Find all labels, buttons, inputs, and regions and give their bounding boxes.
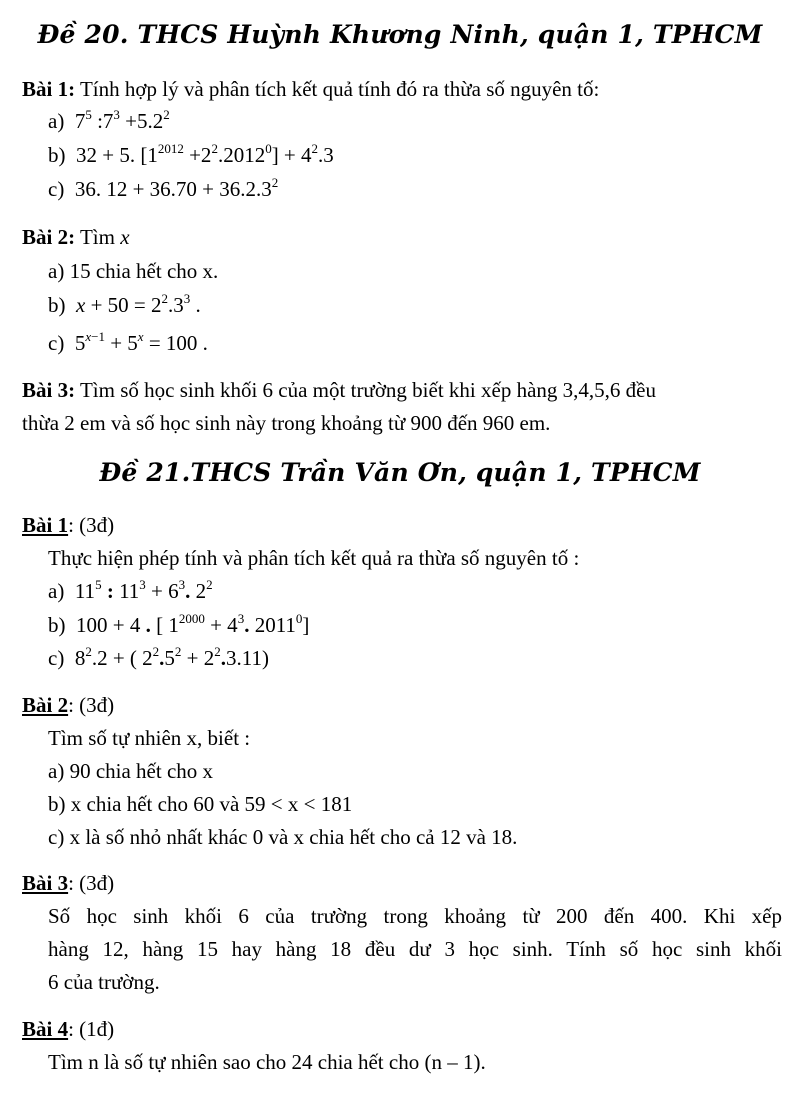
de20-bai1-b: b) 32 + 5. $[1^{2012} +2^2.2012^0] + 4^2.3$ <box>48 141 334 167</box>
de20-bai1-a: a) $7^5$ $:7^3 +5.2^2$ <box>48 107 170 133</box>
exam-21-title: Đề 21.THCS Trần Văn Ơn, quận 1, TPHCM <box>99 458 701 487</box>
exam-20-title: Đề 20. THCS Huỳnh Khương Ninh, quận 1, TPHCM <box>37 20 763 49</box>
de21-bai1-label: Bài 1 <box>22 513 69 537</box>
de21-bai4-heading: Bài 4: (1đ) <box>22 1017 115 1041</box>
de21-bai2-c: c) x là số nhỏ nhất khác 0 và x chia hết cho cả 12 và 18. <box>48 825 518 849</box>
de21-bai1-text: Thực hiện phép tính và phân tích kết quả ra thừa số nguyên tố : <box>48 546 580 570</box>
de20-bai1-label: Bài 1: <box>22 77 76 101</box>
de21-bai2-a: a) 90 chia hết cho x <box>48 759 214 783</box>
de21-bai3-heading: Bài 3: (3đ) <box>22 871 115 895</box>
de20-bai1-prompt <box>22 76 599 102</box>
de21-bai3-line2: hàng 12, hàng 15 hay hàng 18 đều dư 3 học sinh. Tính số học sinh khối <box>48 937 782 961</box>
de21-bai2-text: Tìm số tự nhiên x, biết : <box>48 726 251 750</box>
de20-bai3-line1: Bài 3: Tìm số học sinh khối 6 của một trường biết khi xếp hàng 3,4,5,6 đều <box>22 378 656 402</box>
de20-bai2-c: c) $5^{x-1} + 5^x = 100$ . <box>48 329 208 355</box>
de20-bai2-label: Bài 2: <box>22 225 76 249</box>
de20-bai2-b: b) $x + 50 = 2^2.3^3$ . <box>48 291 201 317</box>
de21-bai1-b: b) 100 + 4 . [ $1^{2000} + 4^3$. 2011$^0$] <box>48 611 310 637</box>
de21-bai1-a: a) $11^5$ : $11^3 + 6^3$. $2^2$ <box>48 577 213 603</box>
de21-bai2-label: Bài 2 <box>22 693 69 717</box>
de20-bai3-label: Bài 3: <box>22 378 76 402</box>
de20-bai1-text: Tính hợp lý và phân tích kết quả tính đó ra thừa số nguyên tố: <box>75 77 600 101</box>
de21-bai3-line1: Số học sinh khối 6 của trường trong khoảng từ 200 đến 400. Khi xếp <box>48 904 782 928</box>
de21-bai2-b: b) x chia hết cho 60 và 59 < x < 181 <box>48 792 353 816</box>
de20-bai3-line2: thừa 2 em và số học sinh này trong khoảng từ 900 đến 960 em. <box>22 411 551 435</box>
de21-bai1-c: c) $8^2.2$ + ( $2^2.5^2 + 2^2.3.11$) <box>48 644 269 670</box>
de21-bai2-heading: Bài 2: (3đ) <box>22 693 115 717</box>
de21-bai1-heading: Bài 1: (3đ) <box>22 513 115 537</box>
de20-bai2-a: a) 15 chia hết cho x. <box>48 259 219 283</box>
de21-bai3-label: Bài 3 <box>22 871 69 895</box>
de20-bai1-c: c) 36. $12 + 36.70 + 36.2.3^2$ <box>48 175 279 201</box>
de21-bai3-line3: 6 của trường. <box>48 970 160 994</box>
de21-bai4-label: Bài 4 <box>22 1017 69 1041</box>
de20-bai2-prompt: Bài 2: Tìm x <box>22 225 130 249</box>
de21-bai4-text: Tìm n là số tự nhiên sao cho 24 chia hết cho (n – 1). <box>48 1050 486 1074</box>
